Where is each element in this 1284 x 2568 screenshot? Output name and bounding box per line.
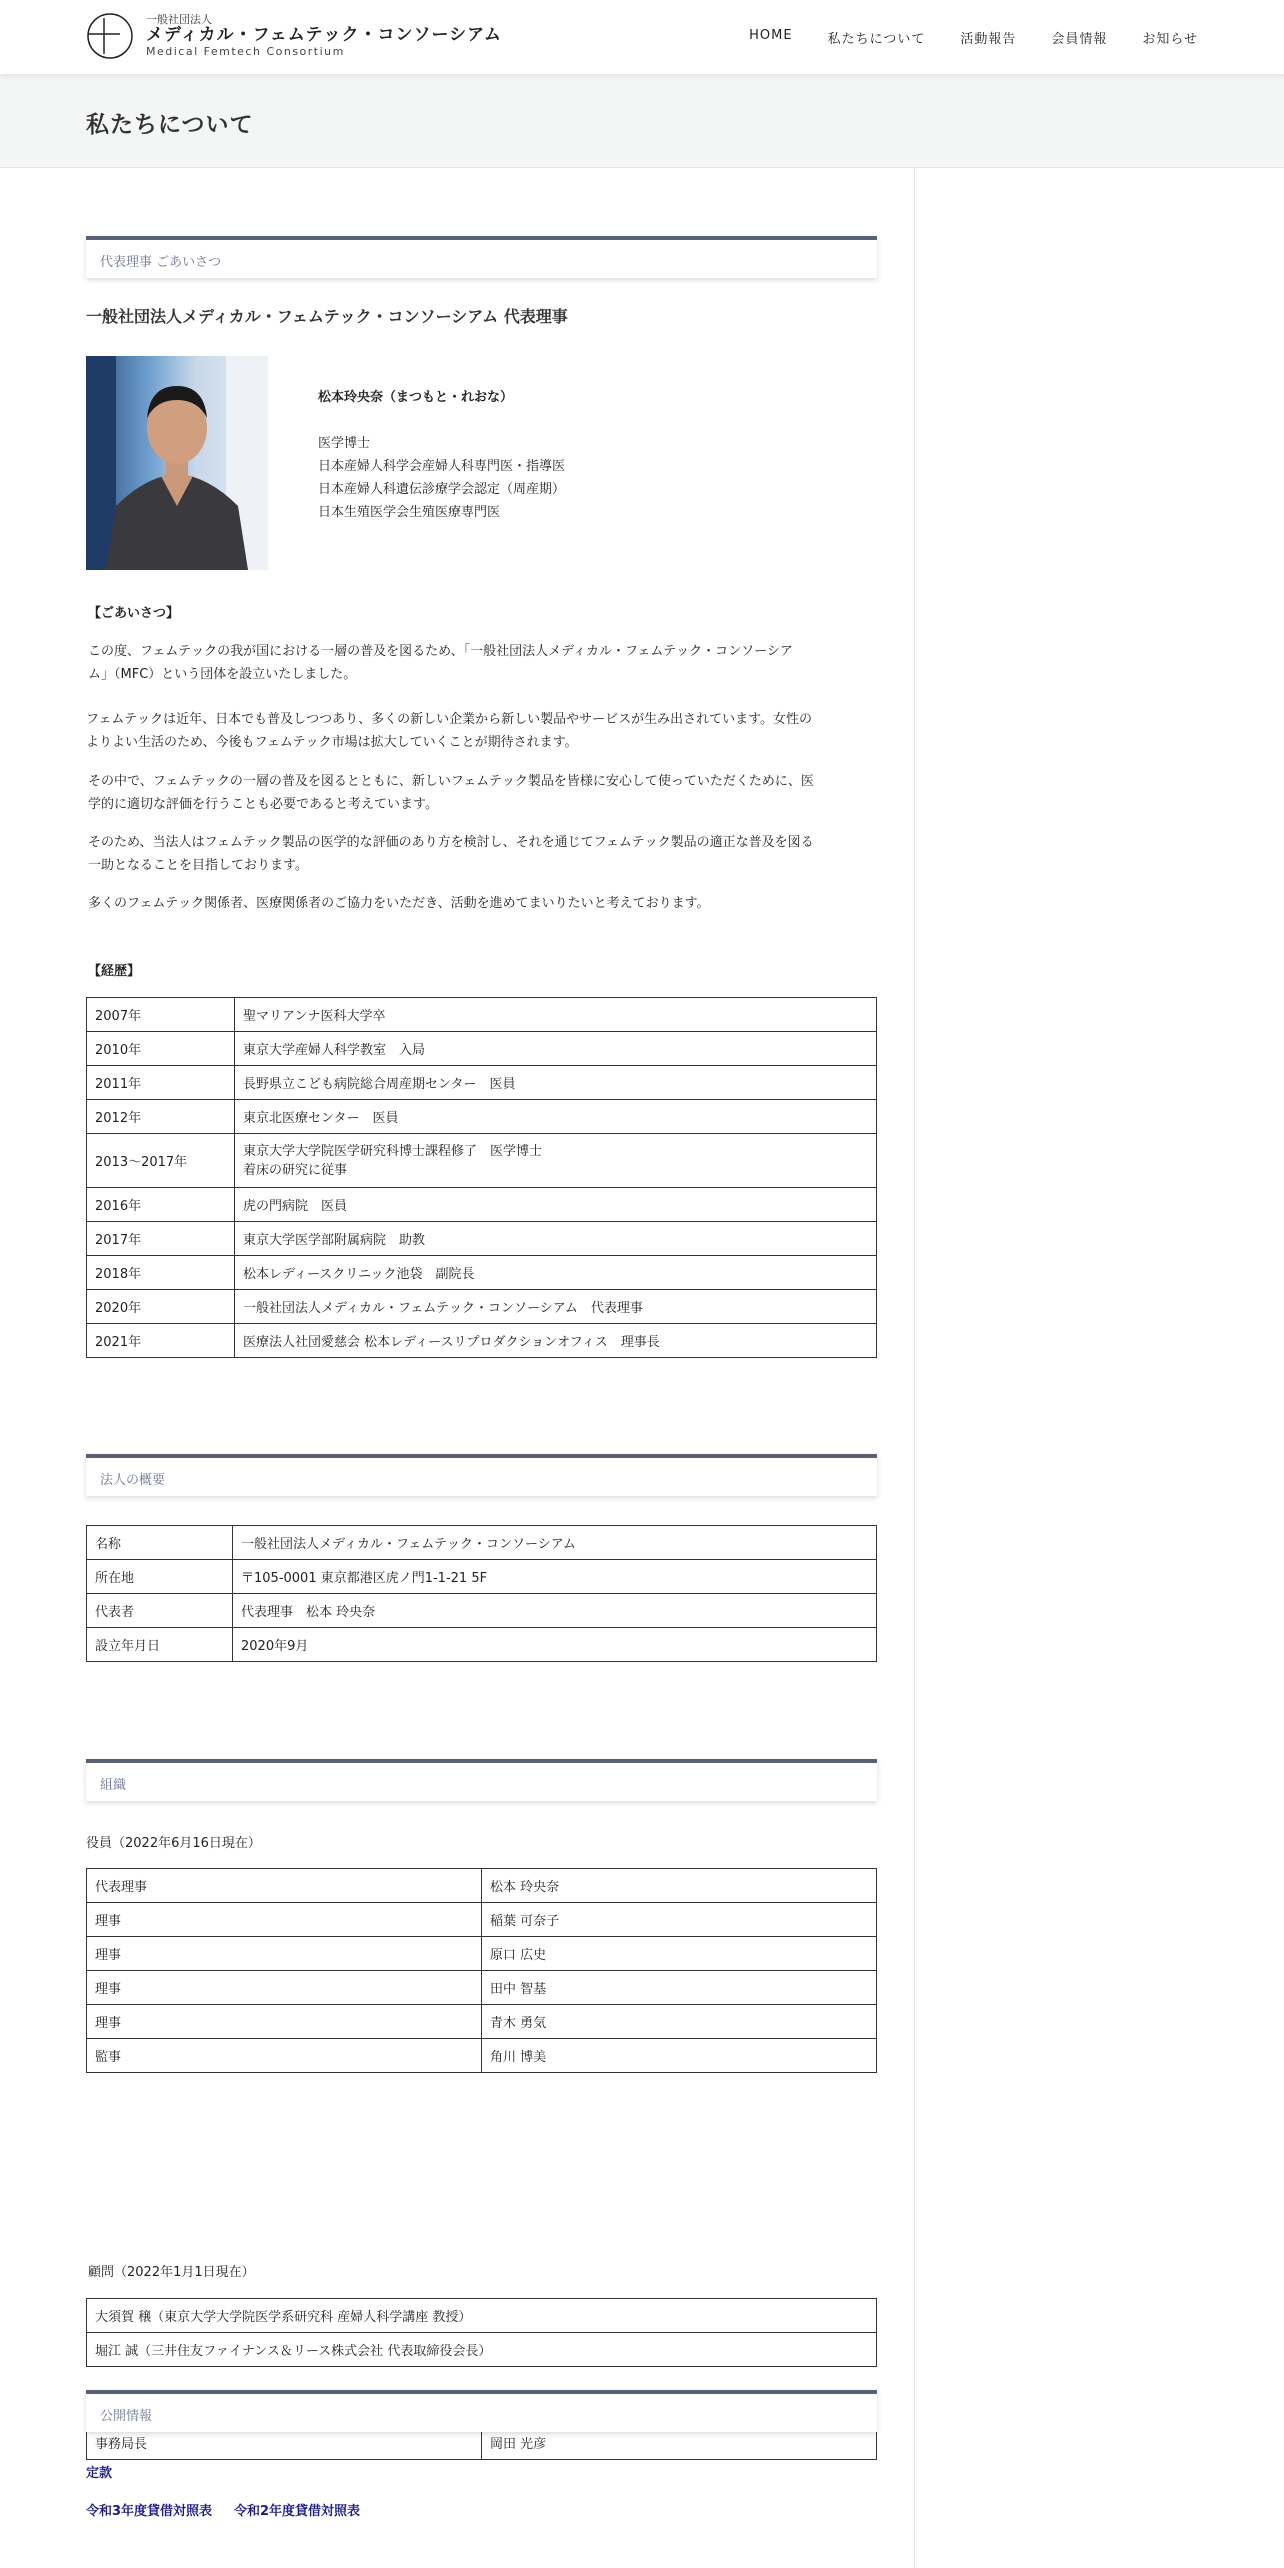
overview-label: 代表者 <box>87 1594 233 1628</box>
page-title-band <box>0 74 1284 168</box>
career-table <box>86 997 877 1358</box>
career-desc-line: 東京大学大学院医学研究科博士課程修了 医学博士 <box>243 1143 543 1159</box>
overview-label: 名称 <box>87 1526 233 1560</box>
table-row <box>87 2039 877 2073</box>
table-row <box>87 1937 877 1971</box>
balance-sheet-link-r2[interactable]: 令和2年度貸借対照表 <box>234 2504 361 2519</box>
articles-link[interactable]: 定款 <box>86 2466 113 2481</box>
table-row <box>87 998 877 1032</box>
balance-sheet-link-r3[interactable]: 令和3年度貸借対照表 <box>86 2504 213 2519</box>
greeting-label: 【ごあいさつ】 <box>88 606 180 621</box>
career-desc <box>235 1134 877 1188</box>
greeting-paragraph-1 <box>88 640 879 686</box>
site-logo[interactable] <box>86 12 502 60</box>
section-heading-overview <box>86 1454 877 1496</box>
officer-name: 角川 博美 <box>482 2039 877 2073</box>
greeting-p3-line1: その中で、フェムテックの一層の普及を図るとともに、新しいフェムテック製品を皆様に安心して使っていただくために、医 <box>88 774 814 789</box>
table-row <box>87 1903 877 1937</box>
career-year: 2007年 <box>87 998 235 1032</box>
career-desc-line: 着床の研究に従事 <box>243 1162 348 1178</box>
officer-role: 代表理事 <box>87 1869 482 1903</box>
office-role: 事務局長 <box>87 2426 482 2460</box>
representative-photo <box>86 356 268 570</box>
nav-about[interactable]: 私たちについて <box>827 32 926 47</box>
career-year: 2012年 <box>87 1100 235 1134</box>
advisor-entry: 堀江 誠（三井住友ファイナンス＆リース株式会社 代表取締役会長） <box>87 2333 877 2367</box>
greeting-paragraph-5 <box>88 892 879 915</box>
table-row <box>87 1134 877 1188</box>
greeting-p4-line1: そのため、当法人はフェムテック製品の医学的な評価のあり方を検討し、それを通じてフェムテック製品の適正な普及を図る <box>88 835 814 850</box>
advisors-label: 顧問（2022年1月1日現在） <box>88 2265 255 2280</box>
career-desc: 医療法人社団愛慈会 松本レディースリプロダクションオフィス 理事長 <box>235 1324 877 1358</box>
section-heading-organization <box>86 1759 877 1801</box>
greeting-paragraph-2 <box>86 708 877 754</box>
credential-0: 医学博士 <box>318 436 371 451</box>
section-heading-text: 代表理事 ごあいさつ <box>100 255 222 270</box>
table-row <box>87 1560 877 1594</box>
credential-3: 日本生殖医学会生殖医療専門医 <box>318 505 501 520</box>
representative-name: 松本玲央奈（まつもと・れおな） <box>318 390 514 405</box>
table-row <box>87 1526 877 1560</box>
officer-role: 理事 <box>87 1971 482 2005</box>
officer-name: 青木 勇気 <box>482 2005 877 2039</box>
table-row <box>87 1628 877 1662</box>
logo-english: Medical Femtech Consortium <box>146 44 345 58</box>
section-heading-text: 公開情報 <box>100 2409 153 2424</box>
advisors-table <box>86 2298 877 2367</box>
overview-table <box>86 1525 877 1662</box>
table-row <box>87 1100 877 1134</box>
section-heading-text: 組織 <box>100 1778 127 1793</box>
career-year: 2017年 <box>87 1222 235 1256</box>
logo-subtitle: 一般社団法人 <box>146 12 212 26</box>
officer-name: 原口 広史 <box>482 1937 877 1971</box>
greeting-p1-line2: ム」（MFC）という団体を設立いたしました。 <box>88 667 357 682</box>
overview-label: 所在地 <box>87 1560 233 1594</box>
greeting-p3-line2: 学的に適切な評価を行うことも必要であると考えています。 <box>88 797 438 812</box>
officer-role: 理事 <box>87 2005 482 2039</box>
greeting-p5-line1: 多くのフェムテック関係者、医療関係者のご協力をいただき、活動を進めてまいりたいと考えております。 <box>88 896 710 911</box>
nav-members[interactable]: 会員情報 <box>1051 32 1108 47</box>
table-row <box>87 2299 877 2333</box>
greeting-paragraph-3 <box>88 770 879 816</box>
career-desc: 聖マリアンナ医科大学卒 <box>235 998 877 1032</box>
officer-name: 稲葉 可奈子 <box>482 1903 877 1937</box>
officer-role: 理事 <box>87 1937 482 1971</box>
table-row <box>87 1869 877 1903</box>
table-row <box>87 1256 877 1290</box>
greeting-p1-line1: この度、フェムテックの我が国における一層の普及を図るため、「一般社団法人メディカル・フェムテック・コンソーシア <box>88 644 793 659</box>
nav-home[interactable]: HOME <box>749 28 793 43</box>
logo-mark-icon <box>86 12 134 60</box>
section-heading-text: 法人の概要 <box>100 1473 166 1488</box>
nav-activities[interactable]: 活動報告 <box>960 32 1017 47</box>
greeting-p4-line2: 一助となることを目指しております。 <box>88 858 308 873</box>
career-year: 2020年 <box>87 1290 235 1324</box>
table-row <box>87 1066 877 1100</box>
credential-2: 日本産婦人科遺伝診療学会認定（周産期） <box>318 482 566 497</box>
table-row <box>87 1222 877 1256</box>
officer-name: 松本 玲央奈 <box>482 1869 877 1903</box>
table-row <box>87 1290 877 1324</box>
overview-value: 2020年9月 <box>233 1628 877 1662</box>
nav-news[interactable]: お知らせ <box>1142 32 1198 47</box>
career-year: 2010年 <box>87 1032 235 1066</box>
greeting-p2-line2: よりよい生活のため、今後もフェムテック市場は拡大していくことが期待されます。 <box>86 735 578 750</box>
officers-table <box>86 1868 877 2073</box>
career-label: 【経歴】 <box>88 964 141 979</box>
overview-value: 一般社団法人メディカル・フェムテック・コンソーシアム <box>233 1526 877 1560</box>
overview-value: 〒105-0001 東京都港区虎ノ門1-1-21 5F <box>233 1560 877 1594</box>
table-row <box>87 1324 877 1358</box>
career-desc: 虎の門病院 医員 <box>235 1188 877 1222</box>
logo-title: メディカル・フェムテック・コンソーシアム <box>146 25 502 46</box>
overview-value: 代表理事 松本 玲央奈 <box>233 1594 877 1628</box>
officers-label: 役員（2022年6月16日現在） <box>86 1836 261 1851</box>
career-desc: 東京大学産婦人科学教室 入局 <box>235 1032 877 1066</box>
table-row <box>87 1971 877 2005</box>
career-desc: 長野県立こども病院総合周産期センター 医員 <box>235 1066 877 1100</box>
overview-label: 設立年月日 <box>87 1628 233 1662</box>
career-desc: 一般社団法人メディカル・フェムテック・コンソーシアム 代表理事 <box>235 1290 877 1324</box>
main-nav <box>714 28 1198 47</box>
table-row <box>87 1594 877 1628</box>
page-title: 私たちについて <box>86 112 254 138</box>
career-desc: 東京北医療センター 医員 <box>235 1100 877 1134</box>
table-row <box>87 2005 877 2039</box>
sidebar-divider <box>914 168 915 2568</box>
table-row <box>87 1032 877 1066</box>
section-heading-greeting <box>86 236 877 278</box>
greeting-paragraph-4 <box>88 831 879 877</box>
greeting-p2-line1: フェムテックは近年、日本でも普及しつつあり、多くの新しい企業から新しい製品やサービスが生み出されています。女性の <box>86 712 813 727</box>
career-year: 2021年 <box>87 1324 235 1358</box>
table-row <box>87 2333 877 2367</box>
site-header <box>0 0 1284 74</box>
officer-role: 理事 <box>87 1903 482 1937</box>
table-row <box>87 1188 877 1222</box>
officer-role: 監事 <box>87 2039 482 2073</box>
career-year: 2011年 <box>87 1066 235 1100</box>
officer-name: 田中 智基 <box>482 1971 877 2005</box>
career-year: 2013〜2017年 <box>87 1134 235 1188</box>
section-heading-public-info <box>86 2390 877 2432</box>
career-year: 2016年 <box>87 1188 235 1222</box>
credential-1: 日本産婦人科学会産婦人科専門医・指導医 <box>318 459 566 474</box>
career-desc: 東京大学医学部附属病院 助教 <box>235 1222 877 1256</box>
org-title: 一般社団法人メディカル・フェムテック・コンソーシアム 代表理事 <box>86 307 568 326</box>
office-name: 岡田 光彦 <box>482 2426 877 2460</box>
career-desc: 松本レディースクリニック池袋 副院長 <box>235 1256 877 1290</box>
advisor-entry: 大須賀 穣（東京大学大学院医学系研究科 産婦人科学講座 教授） <box>87 2299 877 2333</box>
career-year: 2018年 <box>87 1256 235 1290</box>
